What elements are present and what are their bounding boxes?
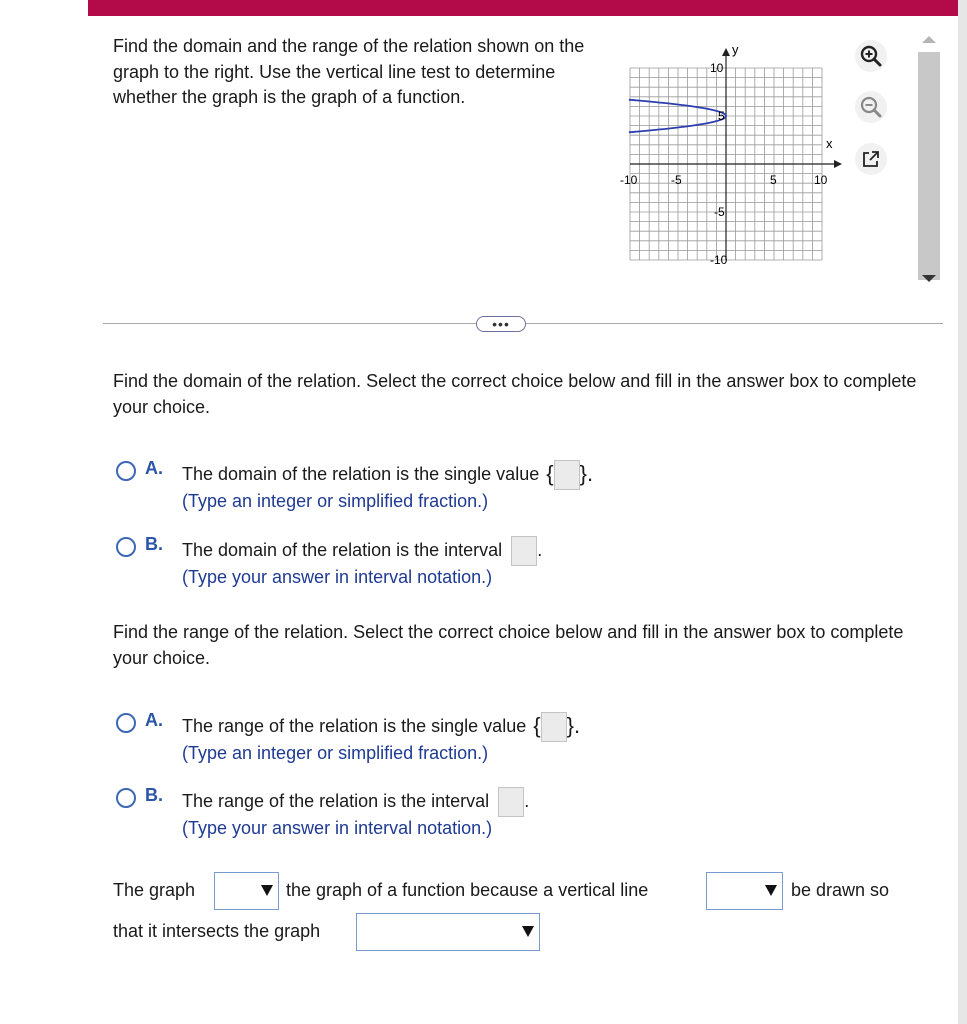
range-choice-b-text xyxy=(182,787,529,817)
external-link-icon xyxy=(861,149,881,169)
can-cannot-dropdown[interactable] xyxy=(706,872,783,910)
x-tick-label: -10 xyxy=(620,173,638,187)
intersection-count-dropdown[interactable] xyxy=(356,913,540,951)
choice-text: The domain of the relation is the single value xyxy=(182,463,540,484)
function-statement-part2: the graph of a function because a vertical line xyxy=(286,880,649,900)
y-axis-arrow xyxy=(722,48,730,56)
range-single-value-input[interactable] xyxy=(541,712,567,742)
zoom-in-icon xyxy=(859,44,883,68)
y-axis-label: y xyxy=(732,42,739,57)
scroll-thumb[interactable] xyxy=(918,52,940,280)
function-statement-part1: The graph xyxy=(113,880,196,900)
x-tick-label: -5 xyxy=(671,173,682,187)
choice-text: The domain of the relation is the interval xyxy=(182,539,503,560)
range-choice-b-radio[interactable] xyxy=(116,788,136,808)
x-axis-label: x xyxy=(826,136,833,151)
window-edge xyxy=(958,0,967,1024)
choice-letter: A. xyxy=(145,710,163,730)
choice-text: The range of the relation is the single value xyxy=(182,715,527,736)
choice-letter: B. xyxy=(145,534,163,554)
range-choice-b-hint: (Type your answer in interval notation.) xyxy=(182,818,493,838)
is-isnot-dropdown[interactable] xyxy=(214,872,279,910)
expand-more-button[interactable]: ••• xyxy=(476,316,526,332)
question-text: Find the domain and the range of the relation shown on the graph to the right. Use the vertical line test to determine whether the graph is the graph of a function. xyxy=(113,36,585,107)
function-statement-part3: be drawn so xyxy=(791,880,890,900)
domain-choice-a-text xyxy=(182,460,595,490)
zoom-in-button[interactable] xyxy=(855,40,887,72)
zoom-out-button[interactable] xyxy=(855,91,887,123)
x-tick-label: 5 xyxy=(770,173,777,187)
domain-choice-b-hint: (Type your answer in interval notation.) xyxy=(182,567,493,587)
graph-grid xyxy=(630,48,842,260)
range-choice-a-hint: (Type an integer or simplified fraction.) xyxy=(182,743,489,763)
question-scrollbar[interactable] xyxy=(917,28,943,290)
left-brace: { xyxy=(533,712,541,738)
function-statement-part4: that it intersects the graph xyxy=(113,921,321,941)
dropdown-arrow-icon xyxy=(764,882,778,898)
popout-button[interactable] xyxy=(855,143,887,175)
range-prompt: Find the range of the relation. Select the correct choice below and fill in the answer box to complete your choice. xyxy=(113,622,904,668)
period: . xyxy=(537,539,543,560)
left-brace: { xyxy=(546,460,554,486)
domain-choice-b-radio[interactable] xyxy=(116,537,136,557)
choice-letter: A. xyxy=(145,458,163,478)
choice-text: The range of the relation is the interval xyxy=(182,790,490,811)
set-braces xyxy=(533,712,580,742)
choice-letter: B. xyxy=(145,785,163,805)
range-interval-input[interactable] xyxy=(498,787,524,817)
scroll-up-arrow[interactable] xyxy=(922,36,936,43)
domain-choice-b-text xyxy=(182,536,542,566)
domain-choice-a-hint: (Type an integer or simplified fraction.) xyxy=(182,491,489,511)
range-choice-a-text xyxy=(182,712,582,742)
x-tick-label: 10 xyxy=(814,173,828,187)
y-tick-label: -5 xyxy=(714,205,725,219)
dropdown-arrow-icon xyxy=(260,882,274,898)
period: . xyxy=(524,790,530,811)
right-brace: }. xyxy=(566,712,581,738)
domain-prompt: Find the domain of the relation. Select the correct choice below and fill in the answer box to complete your choice. xyxy=(113,371,917,417)
top-accent-bar xyxy=(88,0,958,16)
relation-graph xyxy=(610,36,850,266)
domain-interval-input[interactable] xyxy=(511,536,537,566)
y-tick-label: 10 xyxy=(710,61,724,75)
domain-choice-a-radio[interactable] xyxy=(116,461,136,481)
domain-single-value-input[interactable] xyxy=(554,460,580,490)
right-brace: }. xyxy=(579,460,594,486)
range-choice-a-radio[interactable] xyxy=(116,713,136,733)
zoom-out-icon xyxy=(859,95,883,119)
x-axis-arrow xyxy=(834,160,842,168)
y-tick-label: 5 xyxy=(718,109,725,123)
set-braces xyxy=(546,460,593,490)
y-tick-label: -10 xyxy=(710,253,728,266)
dropdown-arrow-icon xyxy=(521,923,535,939)
scroll-down-arrow[interactable] xyxy=(922,275,936,282)
